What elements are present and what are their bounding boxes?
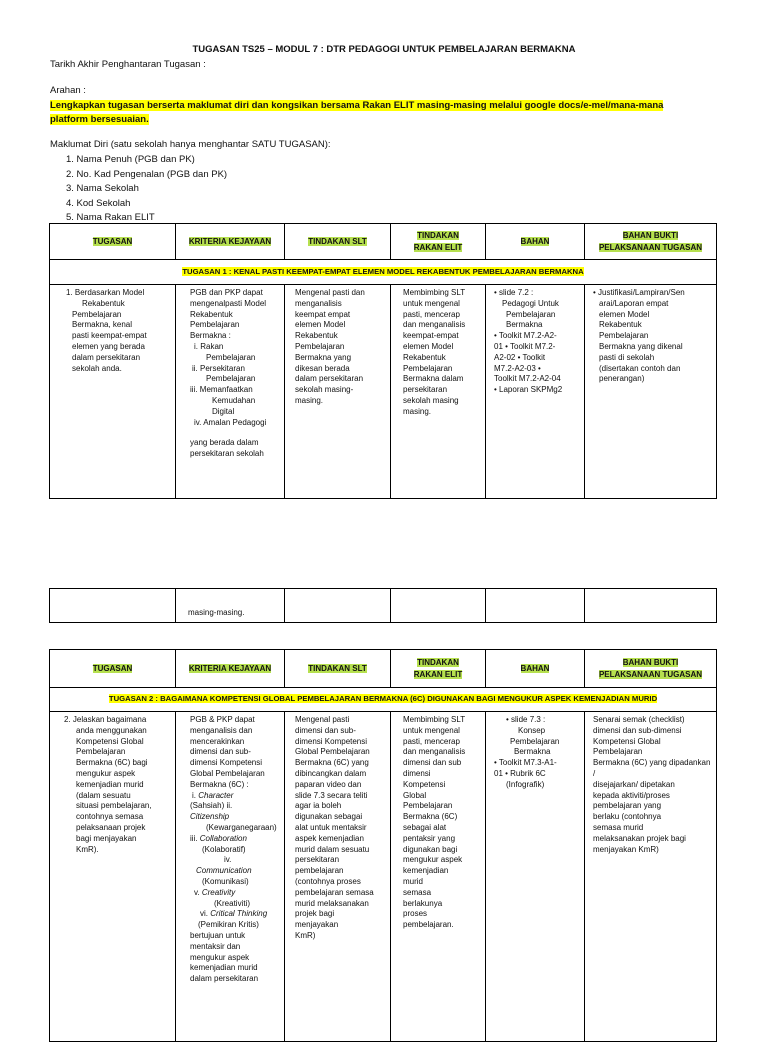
table-row (50, 285, 717, 499)
header-tindakan-rakan: TINDAKAN RAKAN ELIT (391, 224, 486, 260)
header-tindakan-rakan: TINDAKAN RAKAN ELIT (391, 650, 486, 688)
table-row (50, 712, 717, 1042)
task2-section-title: TUGASAN 2 : BAGAIMANA KOMPETENSI GLOBAL PEMBELAJARAN BERMAKNA (6C) DIGUNAKAN BAGI MENGUKUR ASPEK KEMENJADIAN MURID (50, 688, 717, 712)
header-bahan-bukti: BAHAN BUKTI PELAKSANAAN TUGASAN (585, 650, 717, 688)
list-item: 5. Nama Rakan ELIT (66, 212, 155, 223)
task2-kriteria-cell: PGB & PKP dapat menganalisis dan mencerakinkan dimensi dan sub- dimensi Kompetensi Global Pembelajaran Bermakna (6C) : i. Character (Sahsiah) ii. Citizenship (Kewarganegaraan) iii. Collaboration (Kolaboratif) iv. Communication (Komunikasi) v. Creativity (Kreativiti) vi. Critical Thinking (Pemikiran Kritis) bertujuan untuk mentaksir dan mengukur aspek kemenjadian murid dalam persekitaran (176, 712, 285, 1042)
table-header-row (50, 224, 717, 260)
header-tindakan-slt: TINDAKAN SLT (285, 224, 391, 260)
header-tugasan: TUGASAN (50, 650, 176, 688)
list-item: 4. Kod Sekolah (66, 197, 131, 209)
section-row (50, 688, 717, 712)
task2-tugasan-cell: 2. Jelaskan bagaimana anda menggunakan Kompetensi Global Pembelajaran Bermakna (6C) bagi mengukur aspek kemenjadian murid (dalam sesuatu situasi pembelajaran, contohnya semasa pelaksanaan projek bagi menjayakan KmR). (50, 712, 176, 1042)
header-kriteria: KRITERIA KEJAYAAN (176, 224, 285, 260)
header-tindakan-slt: TINDAKAN SLT (285, 650, 391, 688)
header-bahan: BAHAN (486, 224, 585, 260)
task1-tugasan-cell: 1. Berdasarkan Model Rekabentuk Pembelajaran Bermakna, kenal pasti keempat-empat elemen yang berada dalam persekitaran sekolah anda. (50, 285, 176, 499)
header-kriteria: KRITERIA KEJAYAAN (176, 650, 285, 688)
task1-table (49, 223, 717, 499)
task1-bukti-cell: • Justifikasi/Lampiran/Sen arai/Laporan empat elemen Model Rekabentuk Pembelajaran Bermakna yang dikenal pasti di sekolah (disertakan contoh dan penerangan) (585, 285, 717, 499)
header-bahan-bukti: BAHAN BUKTI PELAKSANAAN TUGASAN (585, 224, 717, 260)
deadline-label: Tarikh Akhir Penghantaran Tugasan : (50, 59, 206, 70)
task1-rakan-cell: Membimbing SLT untuk mengenal pasti, mencerap dan menganalisis keempat-empat elemen Model Rekabentuk Pembelajaran Bermakna dalam persekitaran sekolah masing masing. (391, 285, 486, 499)
task1-bahan-cell: • slide 7.2 : Pedagogi Untuk Pembelajaran Bermakna • Toolkit M7.2-A2- 01 • Toolkit M7.2- A2-02 • Toolkit M7.2-A2-03 • Toolkit M7.2-A2-04 • Laporan SKPMg2 (486, 285, 585, 499)
task2-bukti-cell: Senarai semak (checklist) dimensi dan sub-dimensi Kompetensi Global Pembelajaran Bermakna (6C) yang dipadankan / disejajarkan/ dipetakan kepada aktiviti/proses pembelajaran yang berlaku (contohnya semasa murid melaksanakan projek bagi menjayakan KmR) (585, 712, 717, 1042)
table-row (50, 589, 717, 623)
table-header-row (50, 650, 717, 688)
personal-info-label: Maklumat Diri (satu sekolah hanya menghantar SATU TUGASAN): (50, 139, 331, 150)
document-title: TUGASAN TS25 – MODUL 7 : DTR PEDAGOGI UNTUK PEMBELAJARAN BERMAKNA (192, 44, 576, 55)
header-tugasan: TUGASAN (50, 224, 176, 260)
task1-slt-cell: Mengenal pasti dan menganalisis keempat empat elemen Model Rekabentuk Pembelajaran Bermakna yang dikesan berada dalam persekitaran sekolah masing- masing. (285, 285, 391, 499)
continuation-text: masing-masing. (176, 589, 285, 623)
instructions-label: Arahan : (50, 85, 86, 96)
list-item: 2. No. Kad Pengenalan (PGB dan PK) (66, 168, 228, 180)
task1-continuation-table (49, 588, 717, 623)
task1-kriteria-cell: PGB dan PKP dapat mengenalpasti Model Rekabentuk Pembelajaran Bermakna : i. Rakan Pembelajaran ii. Persekitaran Pembelajaran iii. Memanfaatkan Kemudahan Digital iv. Amalan Pedagogi yang berada dalam persekitaran sekolah (176, 285, 285, 499)
task2-bahan-cell: • slide 7.3 : Konsep Pembelajaran Bermakna • Toolkit M7.3-A1- 01 • Rubrik 6C (Infografik) (486, 712, 585, 1042)
task1-section-title: TUGASAN 1 : KENAL PASTI KEEMPAT-EMPAT ELEMEN MODEL REKABENTUK PEMBELAJARAN BERMAKNA (50, 260, 717, 285)
instructions-text: Lengkapkan tugasan berserta maklumat diri dan kongsikan bersama Rakan ELIT masing-masing melalui google docs/e-mel/mana-mana platform bersesuaian. (50, 100, 664, 125)
header-bahan: BAHAN (486, 650, 585, 688)
section-row (50, 260, 717, 285)
list-item: 3. Nama Sekolah (66, 183, 139, 194)
list-item: 1. Nama Penuh (PGB dan PK) (66, 154, 195, 165)
personal-info-list (50, 153, 227, 226)
task2-rakan-cell: Membimbing SLT untuk mengenal pasti, mencerap dan menganalisis dimensi dan sub dimensi Kompetensi Global Pembelajaran Bermakna (6C) sebagai alat pentaksir yang digunakan bagi mengukur aspek kemenjadian murid semasa berlakunya proses pembelajaran. (391, 712, 486, 1042)
task2-table (49, 649, 717, 1042)
task2-slt-cell: Mengenal pasti dimensi dan sub- dimensi Kompetensi Global Pembelajaran Bermakna (6C) yang dibincangkan dalam paparan video dan slide 7.3 secara teliti agar ia boleh digunakan sebagai alat untuk mentaksir aspek kemenjadian murid dalam sesuatu persekitaran pembelajaran (contohnya proses pembelajaran semasa murid melaksanakan projek bagi menjayakan KmR) (285, 712, 391, 1042)
